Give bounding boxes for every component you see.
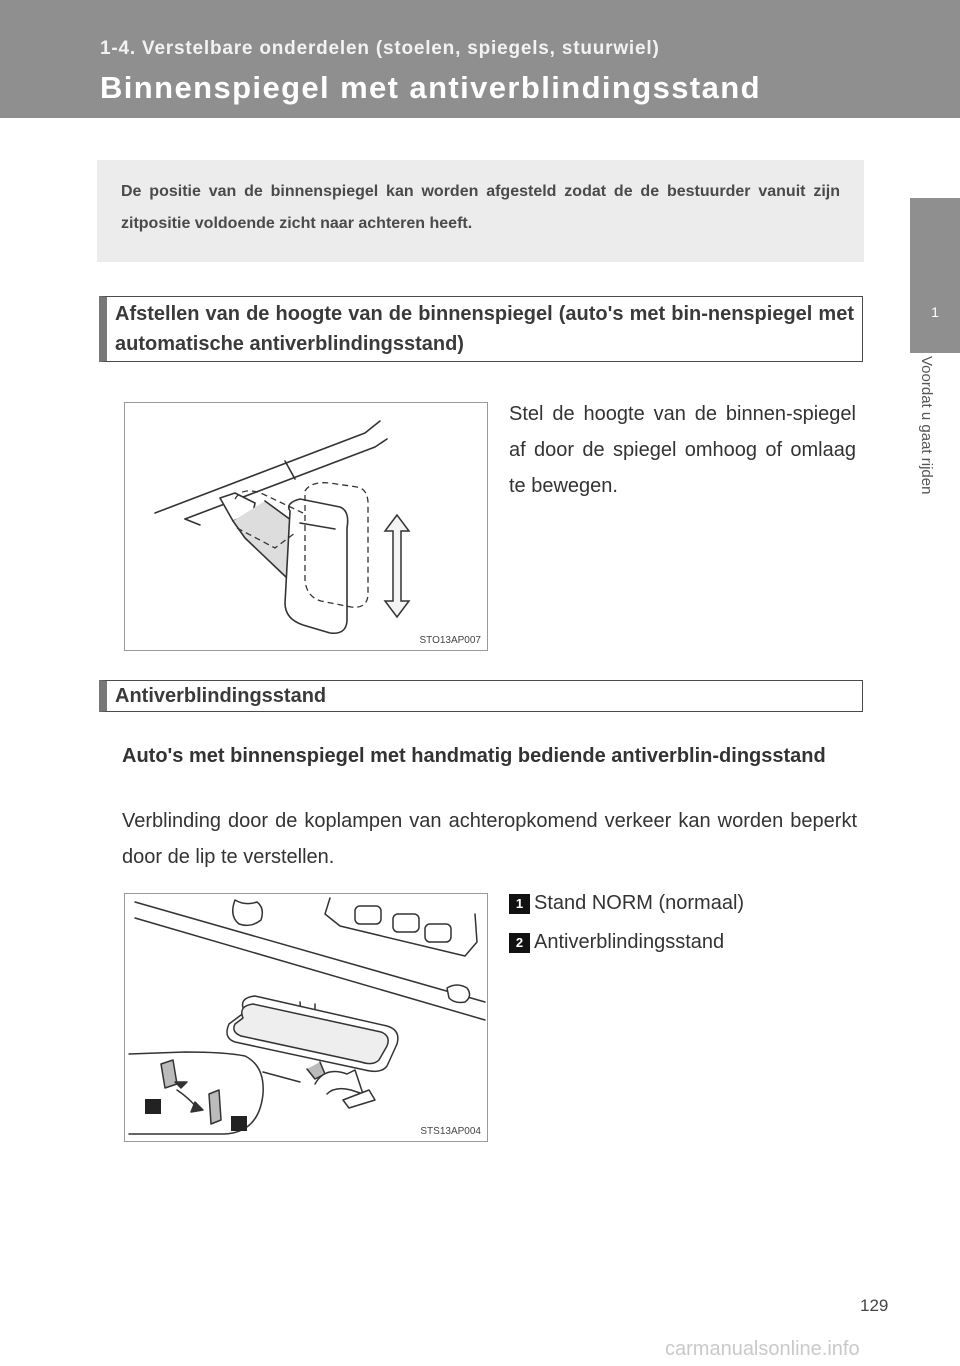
mirror-height-illustration [125, 403, 487, 650]
figure-code: STS13AP004 [420, 1126, 481, 1137]
subheading-manual-antiglare: Auto's met binnenspiegel met handmatig bediende antiverblin-dingsstand [122, 745, 826, 767]
section-title: 1-4. Verstelbare onderdelen (stoelen, spiegels, stuurwiel) [100, 38, 660, 59]
height-instruction-text: Stel de hoogte van de binnen-spiegel af door de spiegel omhoog of omlaag te bewegen. [509, 403, 856, 497]
legend-item-2 [509, 927, 724, 957]
section-heading-height: Afstellen van de hoogte van de binnenspiegel (auto's met bin-nenspiegel met automatische antiverblindingsstand) [99, 296, 863, 362]
page-title: Binnenspiegel met antiverblindingsstand [100, 70, 761, 105]
chapter-tab [910, 198, 960, 353]
watermark: carmanualsonline.info [665, 1338, 860, 1360]
section-heading-antiglare: Antiverblindingsstand [99, 680, 863, 712]
page-number: 129 [860, 1296, 889, 1315]
figure-code: STO13AP007 [419, 635, 481, 646]
intro-text: De positie van de binnenspiegel kan worden afgesteld zodat de de bestuurder vanuit zijn zitpositie voldoende zicht naar achteren heeft. [121, 183, 840, 232]
intro-box [97, 160, 864, 262]
legend-number: 1 [509, 894, 530, 914]
chapter-label: Voordat u gaat rijden [918, 356, 935, 495]
page-header [0, 0, 960, 118]
legend-label: Stand NORM (normaal) [534, 892, 745, 914]
chapter-number: 1 [931, 304, 939, 320]
mirror-height-figure [124, 402, 488, 651]
legend-number: 2 [509, 933, 530, 953]
antiglare-description: Verblinding door de koplampen van achteropkomend verkeer kan worden beperkt door de lip te verstellen. [122, 810, 857, 868]
legend-label: Antiverblindingsstand [534, 931, 725, 953]
antiglare-figure [124, 893, 488, 1142]
antiglare-illustration [125, 894, 487, 1141]
legend-item-1 [509, 888, 744, 918]
